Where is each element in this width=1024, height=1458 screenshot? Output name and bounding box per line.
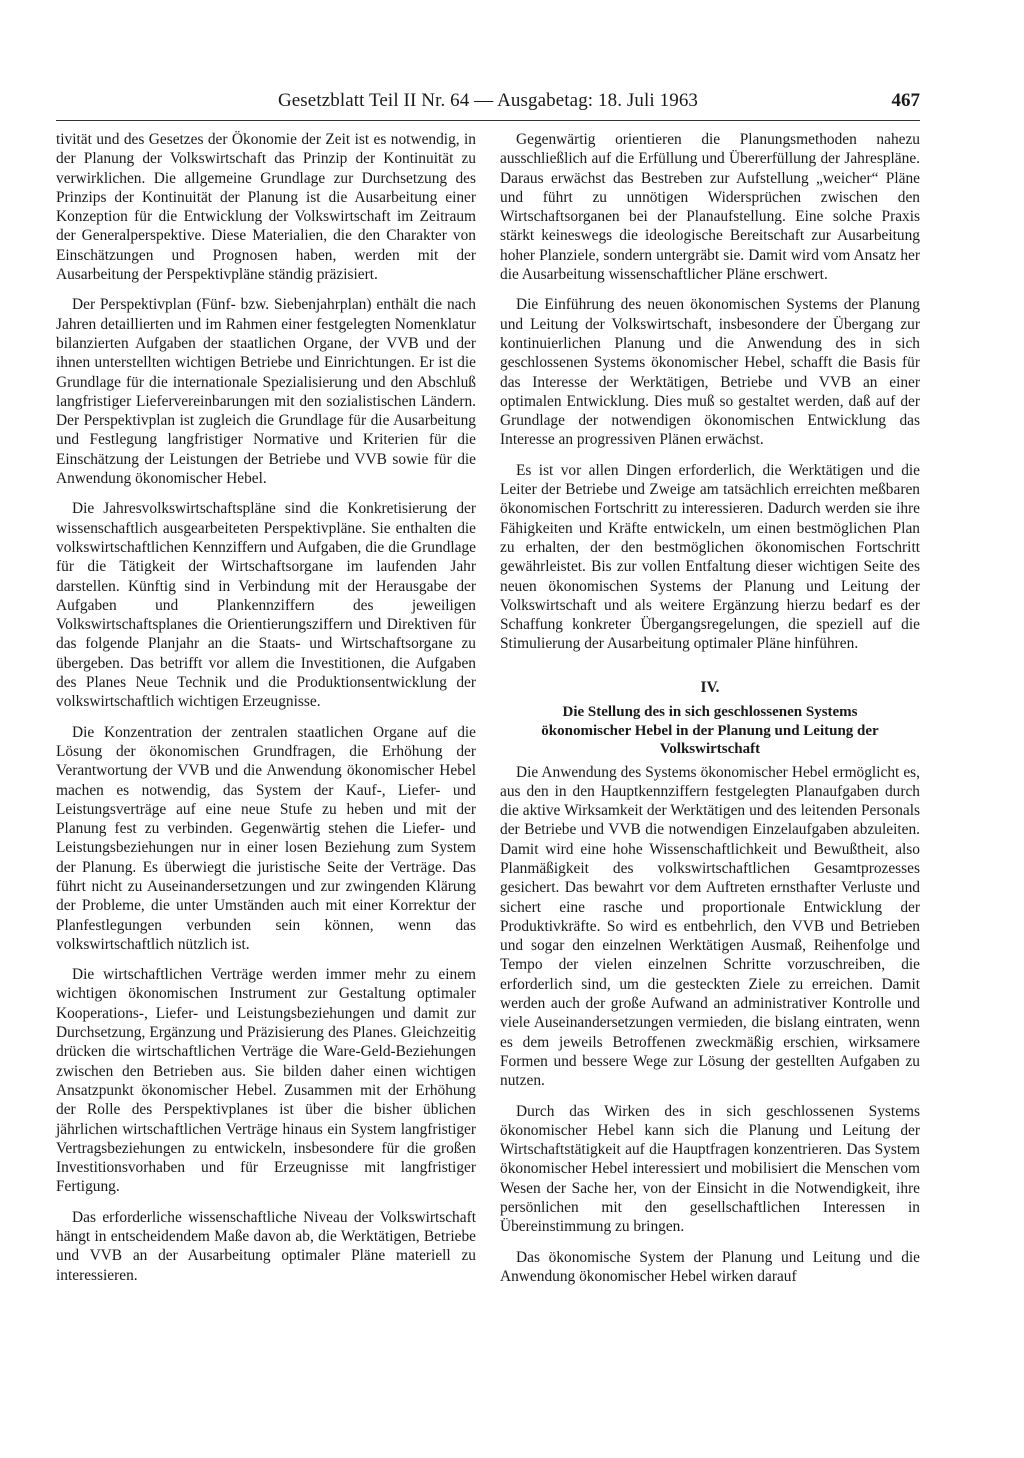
paragraph: Die Konzentration der zentralen staatlichen Organe auf die Lösung der ökonomischen Grundfragen, die Erhöhung der Verantwortung der VVB und die Anwendung ökonomischer Hebel machen es notwendig, das System der Kauf-, Liefer- und Leistungsverträge auf eine neue Stufe zu heben und mit der Planung fest zu verbinden. Gegenwärtig stehen die Liefer- und Leistungsbeziehungen nur in einer losen Beziehung zum System der Planung. Es überwiegt die juristische Seite der Verträge. Das führt nicht zu Auseinandersetzungen und zur zwingenden Klärung der Probleme, die unter Umständen auch mit einer Korrektur der Planfestlegungen verbunden sein können, wenn das volkswirtschaftlich nützlich ist. (56, 723, 476, 953)
section-number: IV. (700, 678, 720, 696)
paragraph: Die Jahresvolkswirtschaftspläne sind die Konkretisierung der wissenschaftlich ausgearbeiteten Perspektivpläne. Sie enthalten die volkswirtschaftlichen Kennziffern und Aufgaben, die die Grundlage für die Tätigkeit der Wirtschaftsorgane im laufenden Jahr darstellen. Künftig sind in Verbindung mit der Herausgabe der Aufgaben und Plankennziffern des jeweiligen Volkswirtschaftsplanes die Orientierungsziffern und Direktiven für das folgende Planjahr an die Staats- und Wirtschaftsorgane zu übergeben. Das betrifft vor allem die Investitionen, die Aufgaben des Planes Neue Technik und die Produktionsentwicklung der volkswirtschaftlich wichtigen Erzeugnisse. (56, 500, 476, 711)
paragraph: Die Anwendung des Systems ökonomischer Hebel ermöglicht es, aus den in den Hauptkennziffern festgelegten Planaufgaben durch die aktive Wirksamkeit der Werktätigen und des leitenden Personals der Betriebe und VVB die notwendigen Einzelaufgaben abzuleiten. Damit wird eine hohe Wissenschaftlichkeit und Bewußtheit, also Planmäßigkeit des volkswirtschaftlichen Gesamtprozesses gesichert. Das bewahrt vor dem Auftreten ernsthafter Verluste und sichert eine rasche und proportionale Entwicklung der Produktivkräfte. So wird es entbehrlich, den VVB und Betrieben und sogar den einzelnen Werktätigen Ausmaß, Reihenfolge und Tempo der vielen einzelnen Schritte vorzuschreiben, die erforderlich sind, um die gesteckten Ziele zu erreichen. Damit werden auch der große Aufwand an administrativer Kontrolle und viele Auseinandersetzungen vermieden, die bislang eintraten, wenn es dem jeweils Betroffenen zweckmäßig erschien, wirksamere Formen und bessere Wege zur Lösung der gestellten Aufgaben zu nutzen. (500, 763, 920, 1090)
left-column (56, 130, 476, 1296)
paragraph: Es ist vor allen Dingen erforderlich, die Werktätigen und die Leiter der Betriebe und Zweige am tatsächlich erreichten meßbaren ökonomischen Fortschritt zu interessieren. Dadurch werden sie ihre Fähigkeiten und Kräfte entwickeln, um einen bestmöglichen Plan zu erhalten, der den bestmöglichen ökonomischen Fortschritt gewährleistet. Bis zur vollen Entfaltung dieser wichtigen Seite des neuen ökonomischen Systems der Planung und Leitung der Volkswirtschaft und als weitere Ergänzung hierzu bedarf es der Schaffung konkreter Übergangsregelungen, die speziell auf die Stimulierung der Ausarbeitung optimaler Pläne hinführen. (500, 461, 920, 653)
right-column (500, 130, 920, 1297)
page-number: 467 (891, 90, 920, 111)
page-header (56, 86, 920, 121)
paragraph: Durch das Wirken des in sich geschlossenen Systems ökonomischer Hebel kann sich die Planung und Leitung der Wirtschaftstätigkeit auf die Hauptfragen konzentrieren. Das System ökonomischer Hebel interessiert und mobilisiert die Menschen vom Wesen der Sache her, von der Einsicht in die Notwendigkeit, ihre persönlichen mit den gesellschaftlichen Interessen in Übereinstimmung zu bringen. (500, 1102, 920, 1236)
paragraph: Der Perspektivplan (Fünf- bzw. Siebenjahrplan) enthält die nach Jahren detaillierten und im Rahmen einer festgelegten Nomenklatur bilanzierten Aufgaben der staatlichen Organe, der VVB und der ihnen unterstellten wichtigen Betriebe und Einrichtungen. Er ist die Grundlage für die internationale Spezialisierung und den Abschluß langfristiger Liefervereinbarungen mit den sozialistischen Ländern. Der Perspektivplan ist zugleich die Grundlage für die Ausarbeitung und Festlegung langfristiger Normative und Kriterien für die Einschätzung der Leistungen der Betriebe und VVB sowie für die Anwendung ökonomischer Hebel. (56, 296, 476, 488)
paragraph: Das erforderliche wissenschaftliche Niveau der Volkswirtschaft hängt in entscheidendem Maße davon ab, die Werktätigen, Betriebe und VVB an der Ausarbeitung optimaler Pläne materiell zu interessieren. (56, 1208, 476, 1284)
paragraph: Die wirtschaftlichen Verträge werden immer mehr zu einem wichtigen ökonomischen Instrument zur Gestaltung optimaler Kooperations-, Liefer- und Leistungsbeziehungen und damit zur Durchsetzung, Ergänzung und Präzisierung des Planes. Gleichzeitig drücken die wirtschaftlichen Verträge die Ware-Geld-Beziehungen zwischen den Betrieben aus. Sie bilden daher einen wichtigen Ansatzpunkt ökonomischer Hebel. Zusammen mit der Erhöhung der Rolle des Perspektivplanes ist über die bisher üblichen jährlichen wirtschaftlichen Verträge hinaus ein System langfristiger Vertragsbeziehungen zu entwickeln, insbesondere für die großen Investitionsvorhaben und für Erzeugnisse mit langfristiger Fertigung. (56, 966, 476, 1196)
paragraph: tivität und des Gesetzes der Ökonomie der Zeit ist es notwendig, in der Planung der Volkswirtschaft das Prinzip der Kontinuität zu verwirklichen. Die allgemeine Grundlage zur Durchsetzung des Prinzips der Kontinuität der Planung ist die Ausarbeitung einer Konzeption für die Entwicklung der Volkswirtschaft im Zeitraum der Generalperspektive. Diese Materialien, die den Charakter von Einschätzungen und Prognosen haben, werden mit der Ausarbeitung der Perspektivpläne ständig präzisiert. (56, 131, 476, 284)
section-heading: Die Stellung des in sich geschlossenen Systems ökonomischer Hebel in der Planung und Leitung der Volkswirtschaft (541, 704, 879, 758)
header-title: Gesetzblatt Teil II Nr. 64 — Ausgabetag: 18. Juli 1963 (277, 90, 699, 111)
paragraph: Gegenwärtig orientieren die Planungsmethoden nahezu ausschließlich auf die Erfüllung und Übererfüllung der Jahrespläne. Daraus erwächst das Bestreben zur Aufstellung „weicher“ Pläne und führt zu unnötigen Widersprüchen zwischen den Wirtschaftsorganen bei der Planaufstellung. Eine solche Praxis stärkt keineswegs die ideologische Bereitschaft zur Ausarbeitung hoher Planziele, sondern untergräbt sie. Damit wird vom Ansatz her die Ausarbeitung wissenschaftlicher Pläne erschwert. (500, 131, 920, 284)
paragraph: Die Einführung des neuen ökonomischen Systems der Planung und Leitung der Volkswirtschaft, insbesondere der Übergang zur kontinuierlichen Planung und die Anwendung des in sich geschlossenen Systems ökonomischer Hebel, schafft die Basis für das Interesse der Werktätigen, Betriebe und VVB an einer optimalen Entwicklung. Dies muß so gestaltet werden, daß auf der Grundlage der notwendigen ökonomischen Entwicklung das Interesse an progressiven Plänen erwächst. (500, 296, 920, 449)
paragraph: Das ökonomische System der Planung und Leitung und die Anwendung ökonomischer Hebel wirken darauf (500, 1248, 920, 1285)
